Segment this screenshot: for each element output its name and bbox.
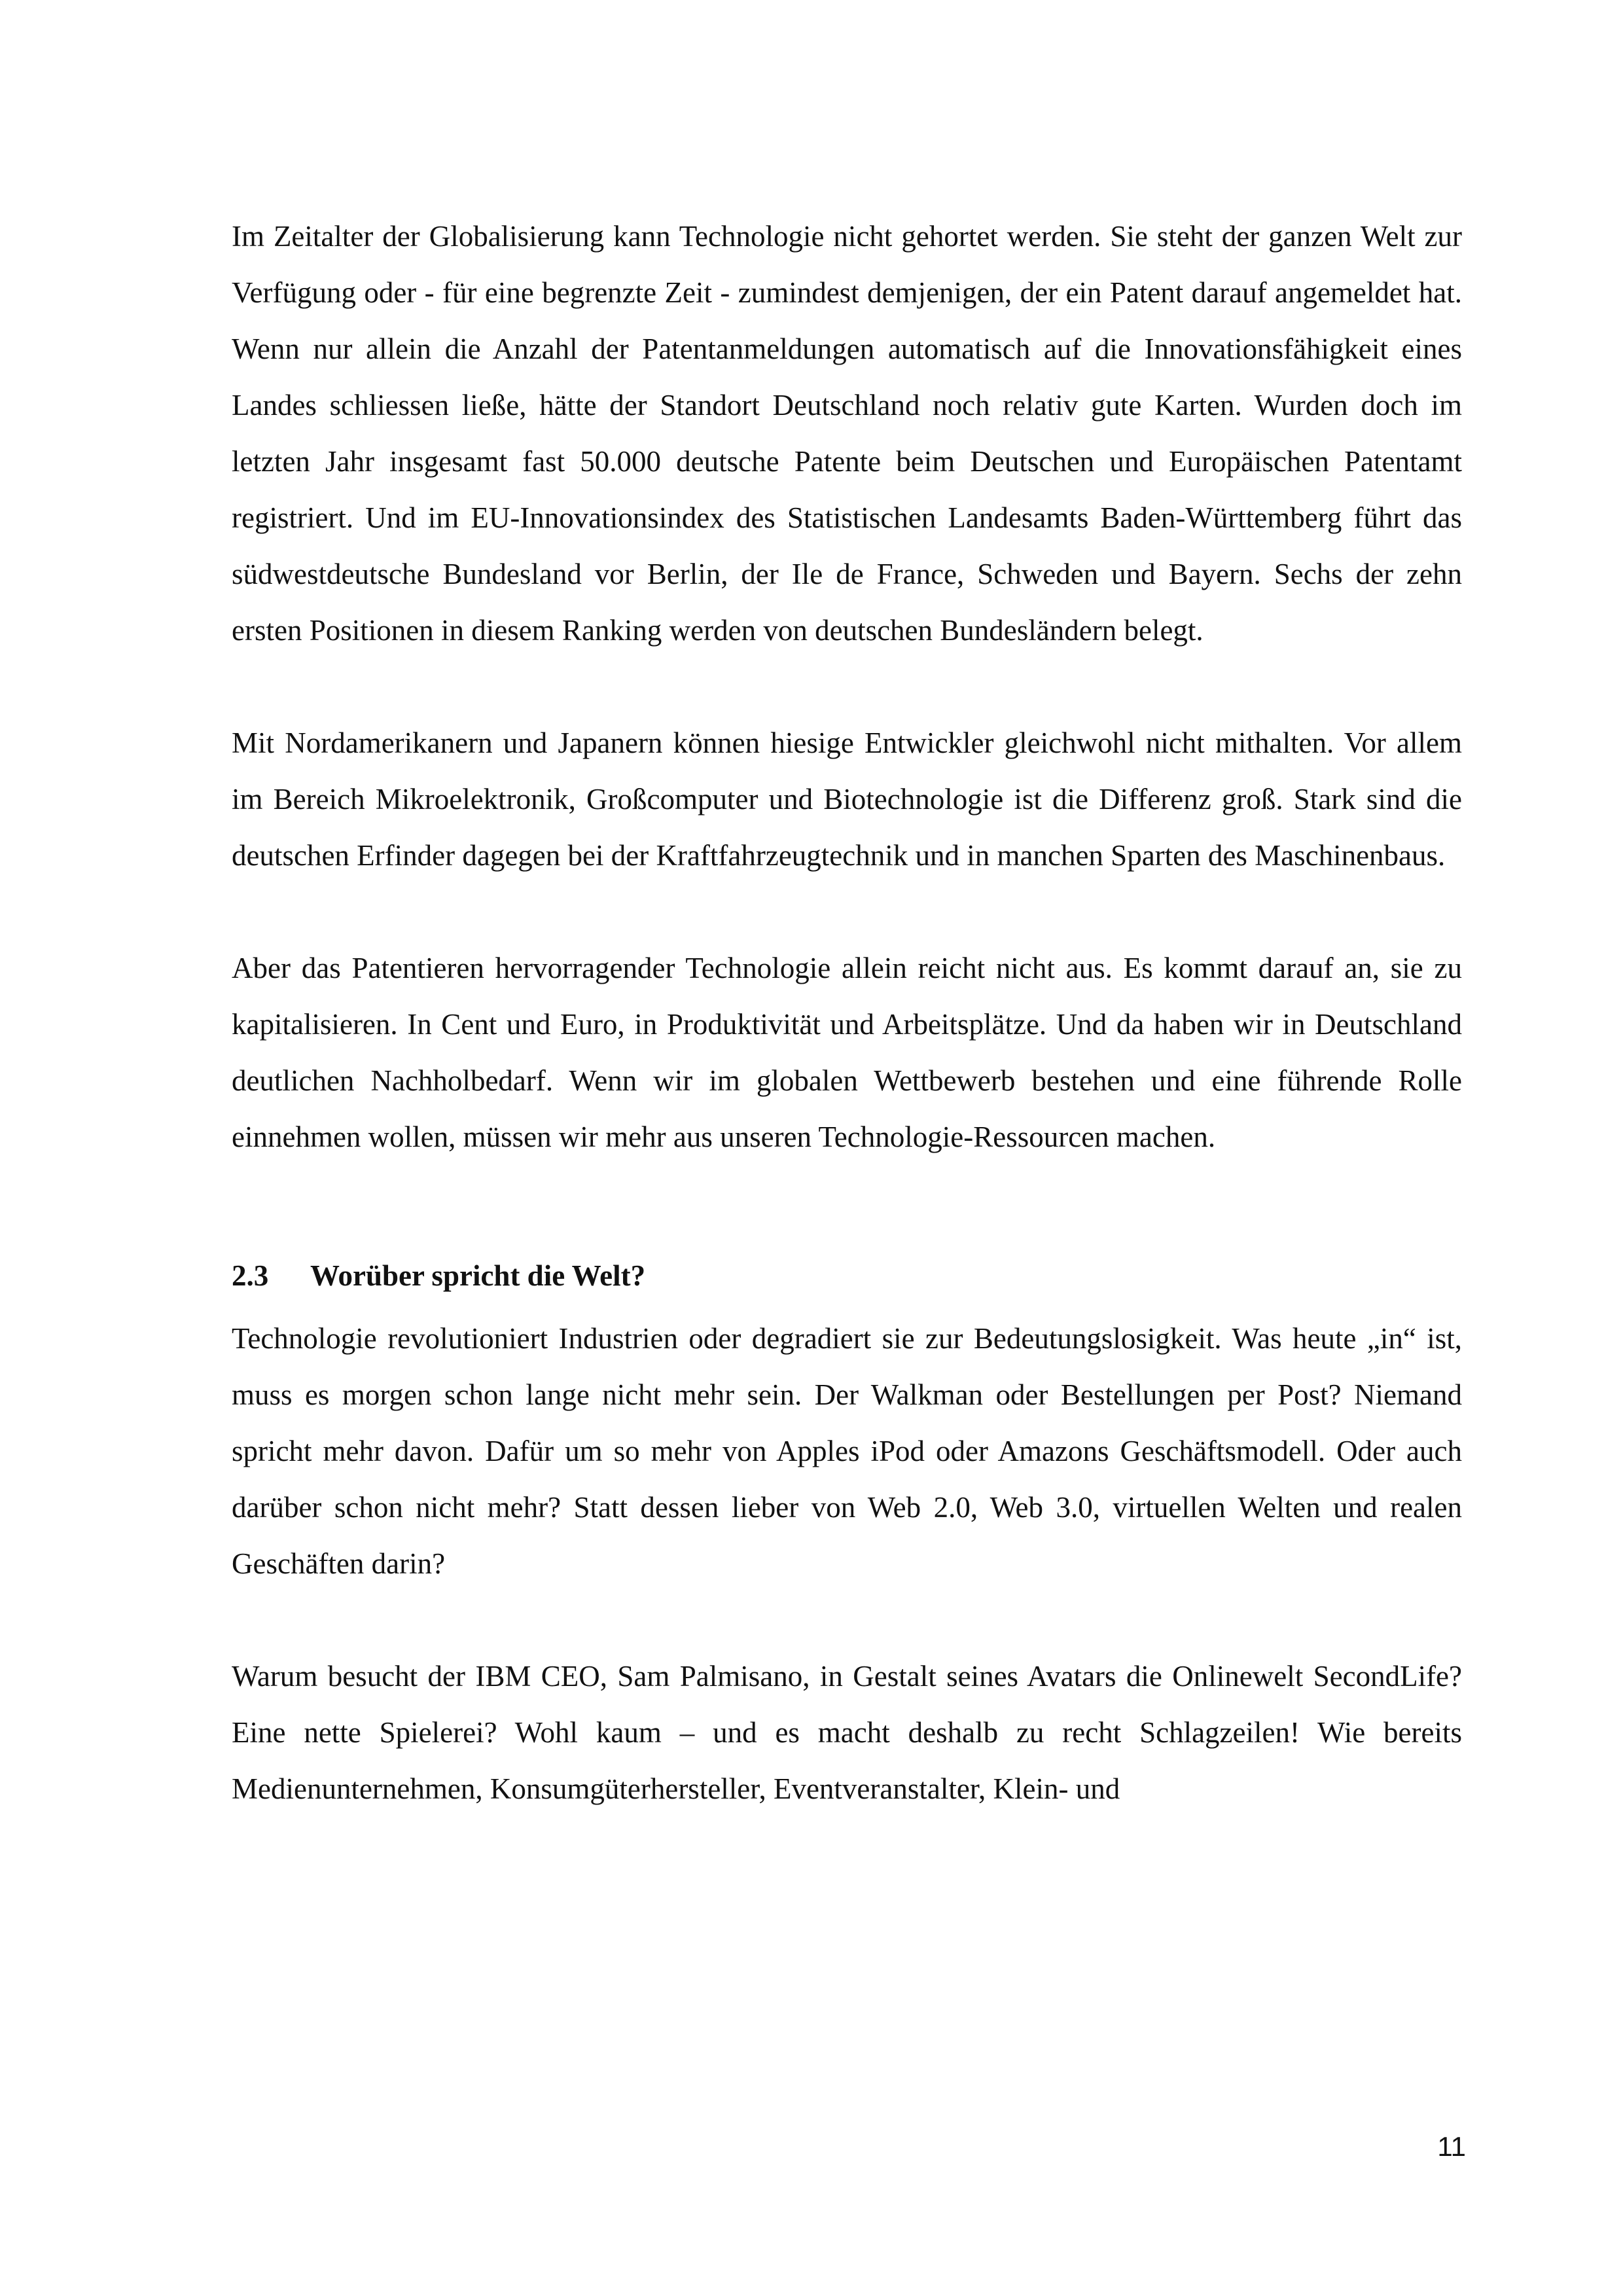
paragraph-spacer [232,884,1462,940]
paragraph-spacer [232,658,1462,715]
paragraph-spacer [232,1592,1462,1648]
paragraph-globalisierung: Im Zeitalter der Globalisierung kann Technologie nicht gehortet werden. Sie steht der ganzen Welt zur Verfügung oder - für eine begrenzte Zeit - zumindest demjenigen, der ein Patent darauf angemeldet hat. Wenn nur allein die Anzahl der Patentanmeldungen automatisch auf die Innovationsfähigkeit eines Landes schliessen ließe, hätte der Standort Deutschland noch relativ gute Karten. Wurden doch im letzten Jahr insgesamt fast 50.000 deutsche Patente beim Deutschen und Europäischen Patentamt registriert. Und im EU-Innovationsindex des Statistischen Landesamts Baden-Württemberg führt das südwestdeutsche Bundesland vor Berlin, der Ile de France, Schweden und Bayern. Sechs der zehn ersten Positionen in diesem Ranking werden von deutschen Bundesländern belegt. [232,220,1462,647]
section-number: 2.3 [232,1259,269,1292]
paragraph-technologie-revolutioniert: Technologie revolutioniert Industrien oder degradiert sie zur Bedeutungslosigkeit. Was heute „in“ ist, muss es morgen schon lange nicht mehr sein. Der Walkman oder Bestellungen per Post? Niemand spricht mehr davon. Dafür um so mehr von Apples iPod oder Amazons Geschäftsmodell. Oder auch darüber schon nicht mehr? Statt dessen lieber von Web 2.0, Web 3.0, virtuellen Welten und realen Geschäften darin? [232,1322,1462,1580]
section-spacer [232,1165,1462,1247]
page-body [232,208,1462,1817]
paragraph-nordamerikaner: Mit Nordamerikanern und Japanern können hiesige Entwickler gleichwohl nicht mithalten. Vor allem im Bereich Mikroelektronik, Großcomputer und Biotechnologie ist die Differenz groß. Stark sind die deutschen Erfinder dagegen bei der Kraftfahrzeugtechnik und in manchen Sparten des Maschinenbaus. [232,726,1462,872]
paragraph-ibm-ceo: Warum besucht der IBM CEO, Sam Palmisano, in Gestalt seines Avatars die Onlinewelt SecondLife? Eine nette Spielerei? Wohl kaum – und es macht deshalb zu recht Schlagzeilen! Wie bereits Medienunternehmen, Konsumgüterhersteller, Eventveranstalter, Klein- und [232,1660,1462,1805]
page-number: 11 [1437,2131,1466,2162]
paragraph-patentieren: Aber das Patentieren hervorragender Technologie allein reicht nicht aus. Es kommt darauf an, sie zu kapitalisieren. In Cent und Euro, in Produktivität und Arbeitsplätze. Und da haben wir in Deutschland deutlichen Nachholbedarf. Wenn wir im globalen Wettbewerb bestehen und eine führende Rolle einnehmen wollen, müssen wir mehr aus unseren Technologie-Ressourcen machen. [232,952,1462,1153]
section-title: Worüber spricht die Welt? [310,1259,646,1292]
section-heading [232,1247,1462,1304]
